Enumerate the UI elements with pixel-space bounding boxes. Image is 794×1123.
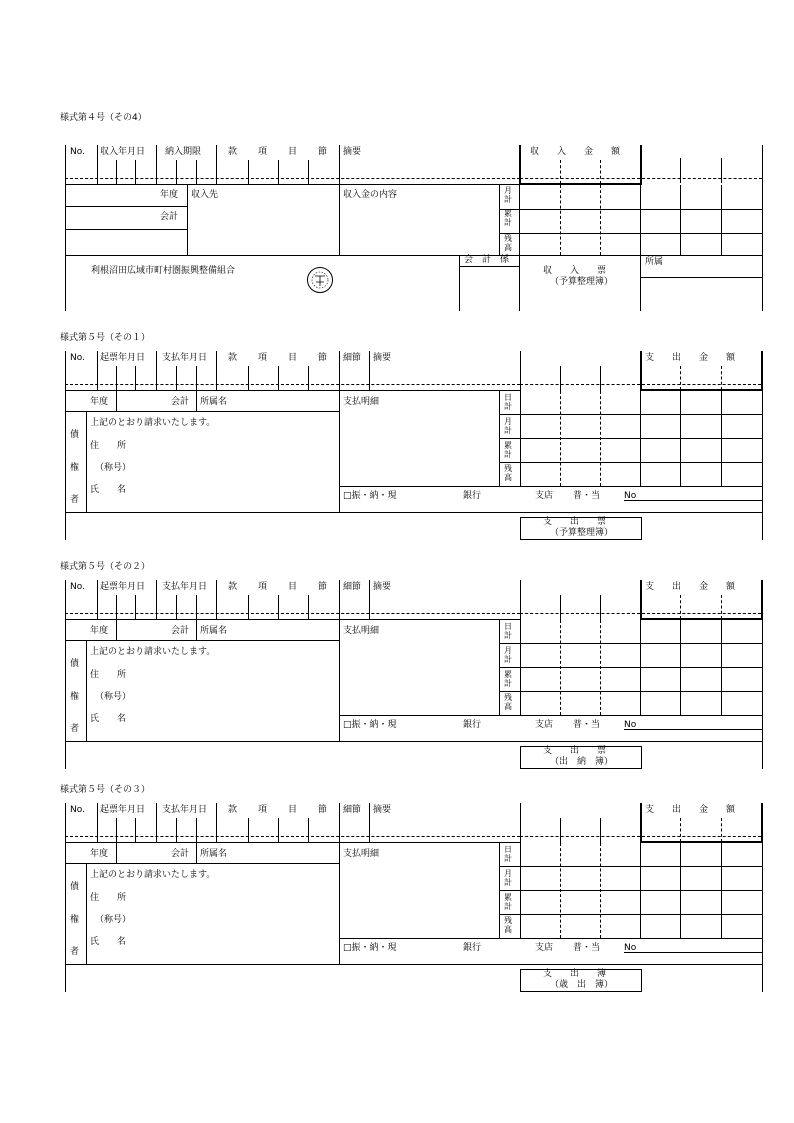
bank-label: 銀行 <box>463 943 482 953</box>
creditor-char: 者 <box>70 724 80 734</box>
setsu-label: 節 <box>318 805 328 815</box>
row-label: 月計 <box>504 186 512 204</box>
issue-date-label: 起票年月日 <box>100 805 146 815</box>
address-label: 住 所 <box>90 893 127 903</box>
alias-label: （称号） <box>95 463 132 473</box>
receipt-date-label: 収入年月日 <box>100 147 146 157</box>
slip-subtitle: （出 納 簿） <box>550 757 614 767</box>
form4-title: 様式第４号（その4） <box>60 113 147 123</box>
creditor-char: 債 <box>70 430 80 440</box>
request-text: 上記のとおり請求いたします。 <box>90 418 216 428</box>
row-label: 累計 <box>504 441 512 459</box>
row-label: 月計 <box>504 646 512 664</box>
row-label: 累計 <box>504 893 512 911</box>
setsu-label: 節 <box>318 353 328 363</box>
moku-label: 目 <box>288 582 298 592</box>
branch-label: 支店 <box>535 720 554 730</box>
summary-label: 摘要 <box>373 582 392 592</box>
branch-label: 支店 <box>535 943 554 953</box>
saisetsu-label: 細節 <box>343 582 362 592</box>
fiscal-year-label: 年度 <box>90 849 109 859</box>
kan-label: 款 <box>228 353 238 363</box>
fiscal-year-label: 年度 <box>160 190 179 200</box>
slip-title: 収 入 票 <box>543 266 607 276</box>
summary-label: 摘要 <box>343 147 362 157</box>
fiscal-year-label: 年度 <box>90 397 109 407</box>
kan-label: 款 <box>228 805 238 815</box>
creditor-char: 者 <box>70 947 80 957</box>
creditor-char: 者 <box>70 495 80 505</box>
dept-label: 所属 <box>645 257 664 267</box>
no-label: No. <box>70 147 85 157</box>
amount-header: 支 出 金 額 <box>645 582 736 592</box>
form-title: 様式第５号（その１） <box>60 333 151 343</box>
row-label: 累計 <box>504 670 512 688</box>
creditor-char: 権 <box>70 463 80 473</box>
accounting-label: 会計 <box>171 849 190 859</box>
slip-subtitle: （予算整理簿） <box>550 277 614 287</box>
bank-label: 銀行 <box>463 720 482 730</box>
pay-detail-label: 支払明細 <box>343 849 380 859</box>
issue-date-label: 起票年月日 <box>100 353 146 363</box>
slip-title: 支 出 簿 <box>543 969 607 979</box>
pay-detail-label: 支払明細 <box>343 626 380 636</box>
org-name: 利根沼田広域市町村圏振興整備組合 <box>91 266 236 276</box>
transfer-label: □振・納・現 <box>343 720 397 730</box>
saisetsu-label: 細節 <box>343 353 362 363</box>
creditor-char: 債 <box>70 882 80 892</box>
address-label: 住 所 <box>90 670 127 680</box>
accounting-label: 会計 <box>171 626 190 636</box>
setsu-label: 節 <box>318 582 328 592</box>
account-type-label: 普・当 <box>573 491 601 501</box>
payer-label: 収入先 <box>191 190 219 200</box>
amount-header: 収 入 金 額 <box>530 147 621 157</box>
slip-title: 支 出 票 <box>543 517 607 527</box>
pay-date-label: 支払年月日 <box>162 805 208 815</box>
name-label: 氏 名 <box>90 937 127 947</box>
no-label: No. <box>70 582 85 592</box>
request-text: 上記のとおり請求いたします。 <box>90 647 216 657</box>
row-label: 残高 <box>504 916 512 934</box>
acct-no-label: No <box>624 720 637 730</box>
moku-label: 目 <box>288 353 298 363</box>
row-label: 日計 <box>504 622 512 640</box>
setsu-label: 節 <box>318 147 328 157</box>
no-label: No. <box>70 353 85 363</box>
pay-date-label: 支払年月日 <box>162 582 208 592</box>
saisetsu-label: 細節 <box>343 805 362 815</box>
transfer-label: □振・納・現 <box>343 491 397 501</box>
kou-label: 項 <box>258 805 268 815</box>
row-label: 日計 <box>504 845 512 863</box>
summary-label: 摘要 <box>373 805 392 815</box>
row-label: 月計 <box>504 869 512 887</box>
fiscal-year-label: 年度 <box>90 626 109 636</box>
dept-name-label: 所属名 <box>200 397 228 407</box>
kan-label: 款 <box>228 582 238 592</box>
row-label: 残高 <box>504 464 512 482</box>
moku-label: 目 <box>288 805 298 815</box>
alias-label: （称号） <box>95 692 132 702</box>
pay-date-label: 支払年月日 <box>162 353 208 363</box>
creditor-char: 権 <box>70 915 80 925</box>
request-text: 上記のとおり請求いたします。 <box>90 870 216 880</box>
content-label: 収入金の内容 <box>343 190 398 200</box>
bank-label: 銀行 <box>463 491 482 501</box>
kou-label: 項 <box>258 353 268 363</box>
issue-date-label: 起票年月日 <box>100 582 146 592</box>
summary-label: 摘要 <box>373 353 392 363</box>
due-date-label: 納入期限 <box>165 147 202 157</box>
alias-label: （称号） <box>95 915 132 925</box>
name-label: 氏 名 <box>90 485 127 495</box>
acct-no-label: No <box>624 943 637 953</box>
dept-name-label: 所属名 <box>200 849 228 859</box>
account-type-label: 普・当 <box>573 720 601 730</box>
moku-label: 目 <box>288 147 298 157</box>
slip-subtitle: （予算整理簿） <box>550 528 614 538</box>
slip-subtitle: （歳 出 簿） <box>550 980 614 990</box>
row-label: 月計 <box>504 417 512 435</box>
amount-header: 支 出 金 額 <box>645 353 736 363</box>
no-label: No. <box>70 805 85 815</box>
slip-title: 支 出 票 <box>543 746 607 756</box>
kou-label: 項 <box>258 582 268 592</box>
creditor-char: 権 <box>70 692 80 702</box>
accountant-label: 会 計 係 <box>464 255 510 265</box>
branch-label: 支店 <box>535 491 554 501</box>
row-label: 日計 <box>504 393 512 411</box>
kou-label: 項 <box>258 147 268 157</box>
transfer-label: □振・納・現 <box>343 943 397 953</box>
address-label: 住 所 <box>90 441 127 451</box>
accounting-label: 会計 <box>171 397 190 407</box>
creditor-char: 債 <box>70 659 80 669</box>
pay-detail-label: 支払明細 <box>343 397 380 407</box>
row-label: 残高 <box>504 234 512 252</box>
row-label: 残高 <box>504 693 512 711</box>
accounting-label: 会計 <box>160 212 179 222</box>
form-title: 様式第５号（その３） <box>60 785 151 795</box>
name-label: 氏 名 <box>90 714 127 724</box>
acct-no-label: No <box>624 491 637 501</box>
amount-header: 支 出 金 額 <box>645 805 736 815</box>
form-title: 様式第５号（その２） <box>60 562 151 572</box>
row-label: 累計 <box>504 209 512 227</box>
kan-label: 款 <box>228 147 238 157</box>
dept-name-label: 所属名 <box>200 626 228 636</box>
account-type-label: 普・当 <box>573 943 601 953</box>
